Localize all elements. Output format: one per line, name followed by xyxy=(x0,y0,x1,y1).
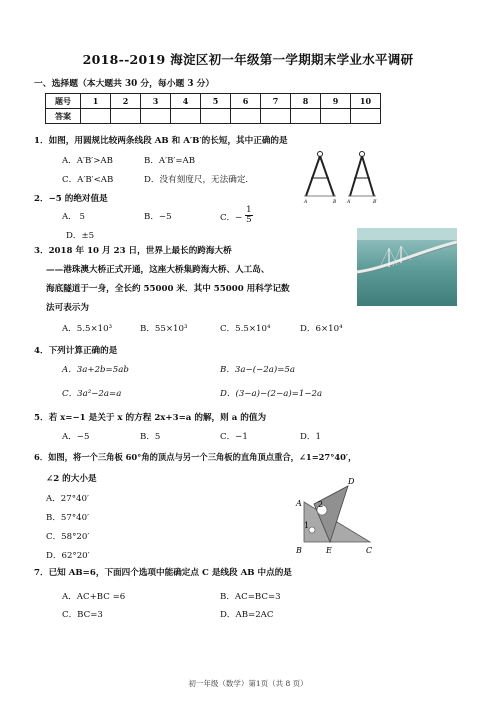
question-5-stem: 5．若 x=−1 是关于 x 的方程 2x+3=a 的解，则 a 的值为 xyxy=(34,413,267,423)
q6-option-b: B．57°40′ xyxy=(46,513,90,523)
q2-option-c-prefix: C．− xyxy=(220,213,243,223)
question-1-stem: 1．如图，用圆规比较两条线段 AB 和 A′B′的长短，其中正确的是 xyxy=(34,136,288,146)
answer-table-number: 7 xyxy=(261,94,291,109)
answer-table-number: 9 xyxy=(321,94,351,109)
q3-option-a: A．5.5×10³ xyxy=(62,324,113,334)
bridge-photo xyxy=(357,228,457,306)
fig-label-b-prime: B′ xyxy=(373,200,378,205)
q5-option-a: A．−5 xyxy=(62,432,90,442)
q7-option-d: D．AB=2AC xyxy=(220,610,274,620)
q5-option-d: D．1 xyxy=(300,432,321,442)
q4-option-c: C．3a²−2a=a xyxy=(62,389,122,399)
question-3-line-4: 法可表示为 xyxy=(46,303,89,313)
answer-table-row-label: 答案 xyxy=(46,109,81,124)
question-2-stem: 2．−5 的绝对值是 xyxy=(34,194,108,204)
triangle-figure xyxy=(290,476,380,556)
answer-cell[interactable] xyxy=(201,109,231,124)
q6-option-c: C．58°20′ xyxy=(46,532,90,542)
fig6-label-c: C xyxy=(366,546,373,555)
question-6-line-1: 6．如图，将一个三角板 60°角的顶点与另一个三角板的直角顶点重合，∠1=27°40′， xyxy=(34,452,357,462)
q3-option-c: C．5.5×10⁴ xyxy=(220,324,271,334)
q6-option-d: D．62°20′ xyxy=(46,551,90,561)
question-7-stem: 7．已知 AB=6，下面四个选项中能确定点 C 是线段 AB 中点的是 xyxy=(34,568,292,578)
answer-cell[interactable] xyxy=(321,109,351,124)
q4-option-d: D．(3−a)−(2−a)=1−2a xyxy=(220,389,323,399)
fig-label-a-prime: A′ xyxy=(347,200,352,205)
answer-cell[interactable] xyxy=(351,109,381,124)
answer-table-number: 8 xyxy=(291,94,321,109)
q1-option-a: A．A′B′>AB xyxy=(62,156,113,166)
fig6-label-a: A xyxy=(296,499,302,508)
q1-option-c: C．A′B′<AB xyxy=(62,175,114,185)
fraction-numerator: 1 xyxy=(246,205,252,215)
question-3-line-2: ——港珠澳大桥正式开通，这座大桥集跨海大桥、人工岛、 xyxy=(46,265,270,275)
question-4-stem: 4．下列计算正确的是 xyxy=(34,346,118,356)
q3-option-b: B．55×10³ xyxy=(140,324,188,334)
q6-option-a: A．27°40′ xyxy=(46,494,89,504)
question-3-line-3: 海底隧道于一身，全长约 55000 米．其中 55000 用科学记数 xyxy=(46,284,290,294)
answer-table-number: 4 xyxy=(171,94,201,109)
answer-cell[interactable] xyxy=(141,109,171,124)
q2-option-b: B．−5 xyxy=(144,212,172,222)
answer-table-number: 2 xyxy=(111,94,141,109)
fraction xyxy=(245,206,252,225)
q4-option-a: A．3a+2b=5ab xyxy=(62,365,129,375)
fig6-label-e: E xyxy=(326,546,332,555)
q1-option-b: B．A′B′=AB xyxy=(144,156,196,166)
compass-figure xyxy=(300,150,385,206)
question-3-line-1: 3．2018 年 10 月 23 日，世界上最长的跨海大桥 xyxy=(34,246,232,256)
page-title: 2018--2019 海淀区初一年级第一学期期末学业水平调研 xyxy=(82,52,414,67)
q2-option-d: D．±5 xyxy=(66,231,95,241)
answer-cell[interactable] xyxy=(261,109,291,124)
answer-cell[interactable] xyxy=(171,109,201,124)
page-footer: 初一年级（数学）第1页（共 8 页） xyxy=(188,679,308,688)
fig6-label-angle-2: 2 xyxy=(318,500,324,509)
section-heading: 一、选择题（本大题共 30 分，每小题 3 分） xyxy=(34,79,215,89)
answer-table-number: 1 xyxy=(81,94,111,109)
answer-table-number: 3 xyxy=(141,94,171,109)
q2-option-c xyxy=(220,205,253,225)
q7-option-b: B．AC=BC=3 xyxy=(220,592,281,602)
q1-option-d: D．没有刻度尺，无法确定． xyxy=(144,175,255,185)
q5-option-c: C．−1 xyxy=(220,432,248,442)
answer-cell[interactable] xyxy=(291,109,321,124)
answer-cell[interactable] xyxy=(81,109,111,124)
q5-option-b: B．5 xyxy=(140,432,161,442)
answer-table xyxy=(45,93,381,124)
question-6-line-2: ∠2 的大小是 xyxy=(46,474,97,484)
fig-label-b: B xyxy=(333,200,337,205)
q4-option-b: B．3a−(−2a)=5a xyxy=(220,365,295,375)
answer-table-header: 题号 xyxy=(46,94,81,109)
q3-option-d: D．6×10⁴ xyxy=(300,324,343,334)
q2-option-a: A． 5 xyxy=(62,212,85,222)
answer-table-number: 10 xyxy=(351,94,381,109)
fraction-denominator: 5 xyxy=(246,215,252,225)
q7-option-a: A．AC+BC =6 xyxy=(62,592,126,602)
answer-cell[interactable] xyxy=(231,109,261,124)
fig-label-a: A xyxy=(304,200,308,205)
answer-table-number: 5 xyxy=(201,94,231,109)
answer-table-number: 6 xyxy=(231,94,261,109)
fig6-label-b: B xyxy=(296,546,302,555)
bridge-illustration xyxy=(357,228,457,306)
q7-option-c: C．BC=3 xyxy=(62,610,103,620)
fig6-label-angle-1: 1 xyxy=(304,521,310,530)
answer-cell[interactable] xyxy=(111,109,141,124)
fig6-label-d: D xyxy=(348,477,355,486)
